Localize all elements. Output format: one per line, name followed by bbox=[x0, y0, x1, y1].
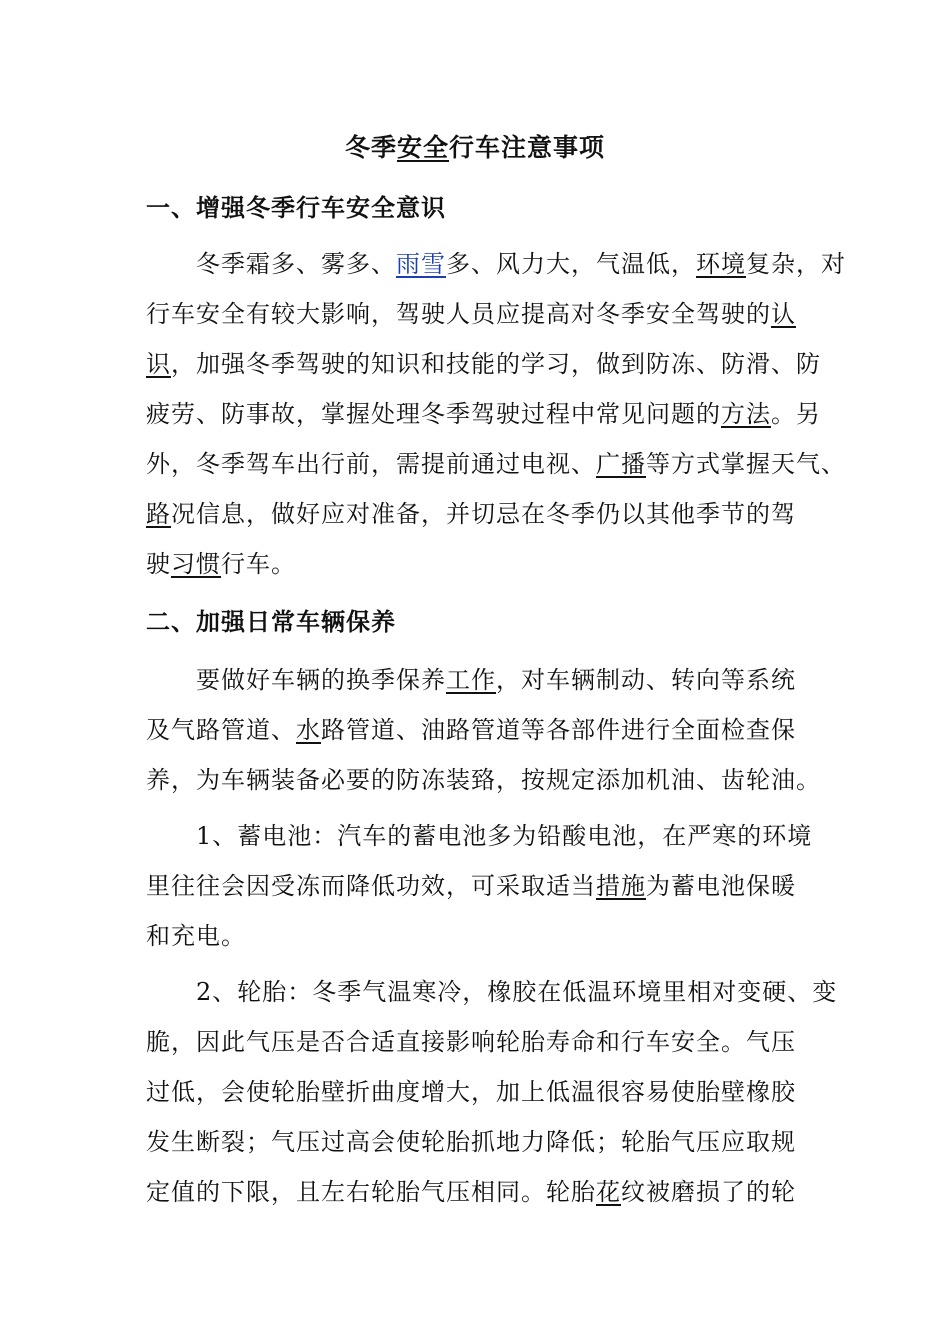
text-span: 为蓄电池保暖 bbox=[646, 872, 796, 900]
text-span: 和充电。 bbox=[146, 922, 246, 950]
paragraph-line bbox=[146, 1124, 836, 1160]
text-span: 纹被磨损了的轮 bbox=[621, 1178, 796, 1206]
text-span: 脆，因此气压是否合适直接影响轮胎寿命和行车安全。气压 bbox=[146, 1028, 796, 1056]
text-span: 过低，会使轮胎壁折曲度增大，加上低温很容易使胎壁橡胶 bbox=[146, 1078, 796, 1106]
title-part: 冬季 bbox=[344, 133, 397, 162]
link-awareness[interactable]: 认 bbox=[771, 300, 796, 328]
section-heading-1: 一、增强冬季行车安全意识 bbox=[146, 193, 446, 222]
link-road[interactable]: 路 bbox=[146, 500, 171, 528]
paragraph-line bbox=[146, 346, 836, 382]
text-span: 疲劳、防事故，掌握处理冬季驾驶过程中常见问题的 bbox=[146, 400, 721, 428]
paragraph-line bbox=[146, 1024, 836, 1060]
text-span: 及气路管道、 bbox=[146, 716, 296, 744]
text-span: 行车安全有较大影响，驾驶人员应提高对冬季安全驾驶的 bbox=[146, 300, 771, 328]
paragraph-line bbox=[196, 246, 886, 282]
link-environment[interactable]: 环境 bbox=[696, 250, 746, 278]
paragraph-line bbox=[146, 1174, 836, 1210]
text-span: 行车。 bbox=[221, 550, 296, 578]
text-span: 外，冬季驾车出行前，需提前通过电视、 bbox=[146, 450, 596, 478]
text-span: 养，为车辆装备必要的防冻装臵，按规定添加机油、齿轮油。 bbox=[146, 766, 821, 794]
paragraph-line bbox=[146, 918, 836, 954]
paragraph-line bbox=[146, 496, 836, 532]
text-span: 多、风力大，气温低， bbox=[446, 250, 696, 278]
paragraph-line bbox=[146, 712, 836, 748]
text-span: 等方式掌握天气、 bbox=[646, 450, 846, 478]
document-title bbox=[0, 130, 950, 166]
link-habit[interactable]: 习惯 bbox=[171, 550, 221, 578]
text-span: 要做好车辆的换季保养 bbox=[196, 666, 446, 694]
link-pattern[interactable]: 花 bbox=[596, 1178, 621, 1206]
text-span: 驶 bbox=[146, 550, 171, 578]
text-span: ，对车辆制动、转向等系统 bbox=[496, 666, 796, 694]
text-span: 。另 bbox=[771, 400, 821, 428]
title-part: 行车注意事项 bbox=[449, 133, 606, 162]
text-span: 发生断裂；气压过高会使轮胎抓地力降低；轮胎气压应取规 bbox=[146, 1128, 796, 1156]
text-span: 2、轮胎：冬季气温寒冷，橡胶在低温环境里相对变硬、变 bbox=[196, 978, 838, 1006]
paragraph-line bbox=[146, 296, 836, 332]
link-awareness-cont[interactable]: 识 bbox=[146, 350, 171, 378]
paragraph-line bbox=[146, 762, 836, 798]
link-water[interactable]: 水 bbox=[296, 716, 321, 744]
paragraph-line bbox=[146, 446, 846, 482]
link-method[interactable]: 方法 bbox=[721, 400, 771, 428]
link-work[interactable]: 工作 bbox=[446, 666, 496, 694]
text-span: 冬季霜多、雾多、 bbox=[196, 250, 396, 278]
paragraph-line bbox=[146, 868, 836, 904]
link-broadcast[interactable]: 广播 bbox=[596, 450, 646, 478]
paragraph-line bbox=[196, 818, 886, 854]
paragraph-line bbox=[146, 1074, 836, 1110]
text-span: 况信息，做好应对准备，并切忌在冬季仍以其他季节的驾 bbox=[171, 500, 796, 528]
text-span: ，加强冬季驾驶的知识和技能的学习，做到防冻、防滑、防 bbox=[171, 350, 821, 378]
text-span: 路管道、油路管道等各部件进行全面检查保 bbox=[321, 716, 796, 744]
text-span: 定值的下限，且左右轮胎气压相同。轮胎 bbox=[146, 1178, 596, 1206]
paragraph-line bbox=[196, 662, 886, 698]
section-heading-2: 二、加强日常车辆保养 bbox=[146, 607, 396, 636]
link-measures[interactable]: 措施 bbox=[596, 872, 646, 900]
text-span: 复杂，对 bbox=[746, 250, 846, 278]
paragraph-line bbox=[196, 974, 886, 1010]
text-span: 1、蓄电池：汽车的蓄电池多为铅酸电池，在严寒的环境 bbox=[196, 822, 813, 850]
paragraph-line bbox=[146, 546, 836, 582]
title-link-safety[interactable]: 安全 bbox=[396, 133, 449, 162]
link-rain-snow[interactable]: 雨雪 bbox=[396, 250, 446, 278]
text-span: 里往往会因受冻而降低功效，可采取适当 bbox=[146, 872, 596, 900]
paragraph-line bbox=[146, 396, 836, 432]
